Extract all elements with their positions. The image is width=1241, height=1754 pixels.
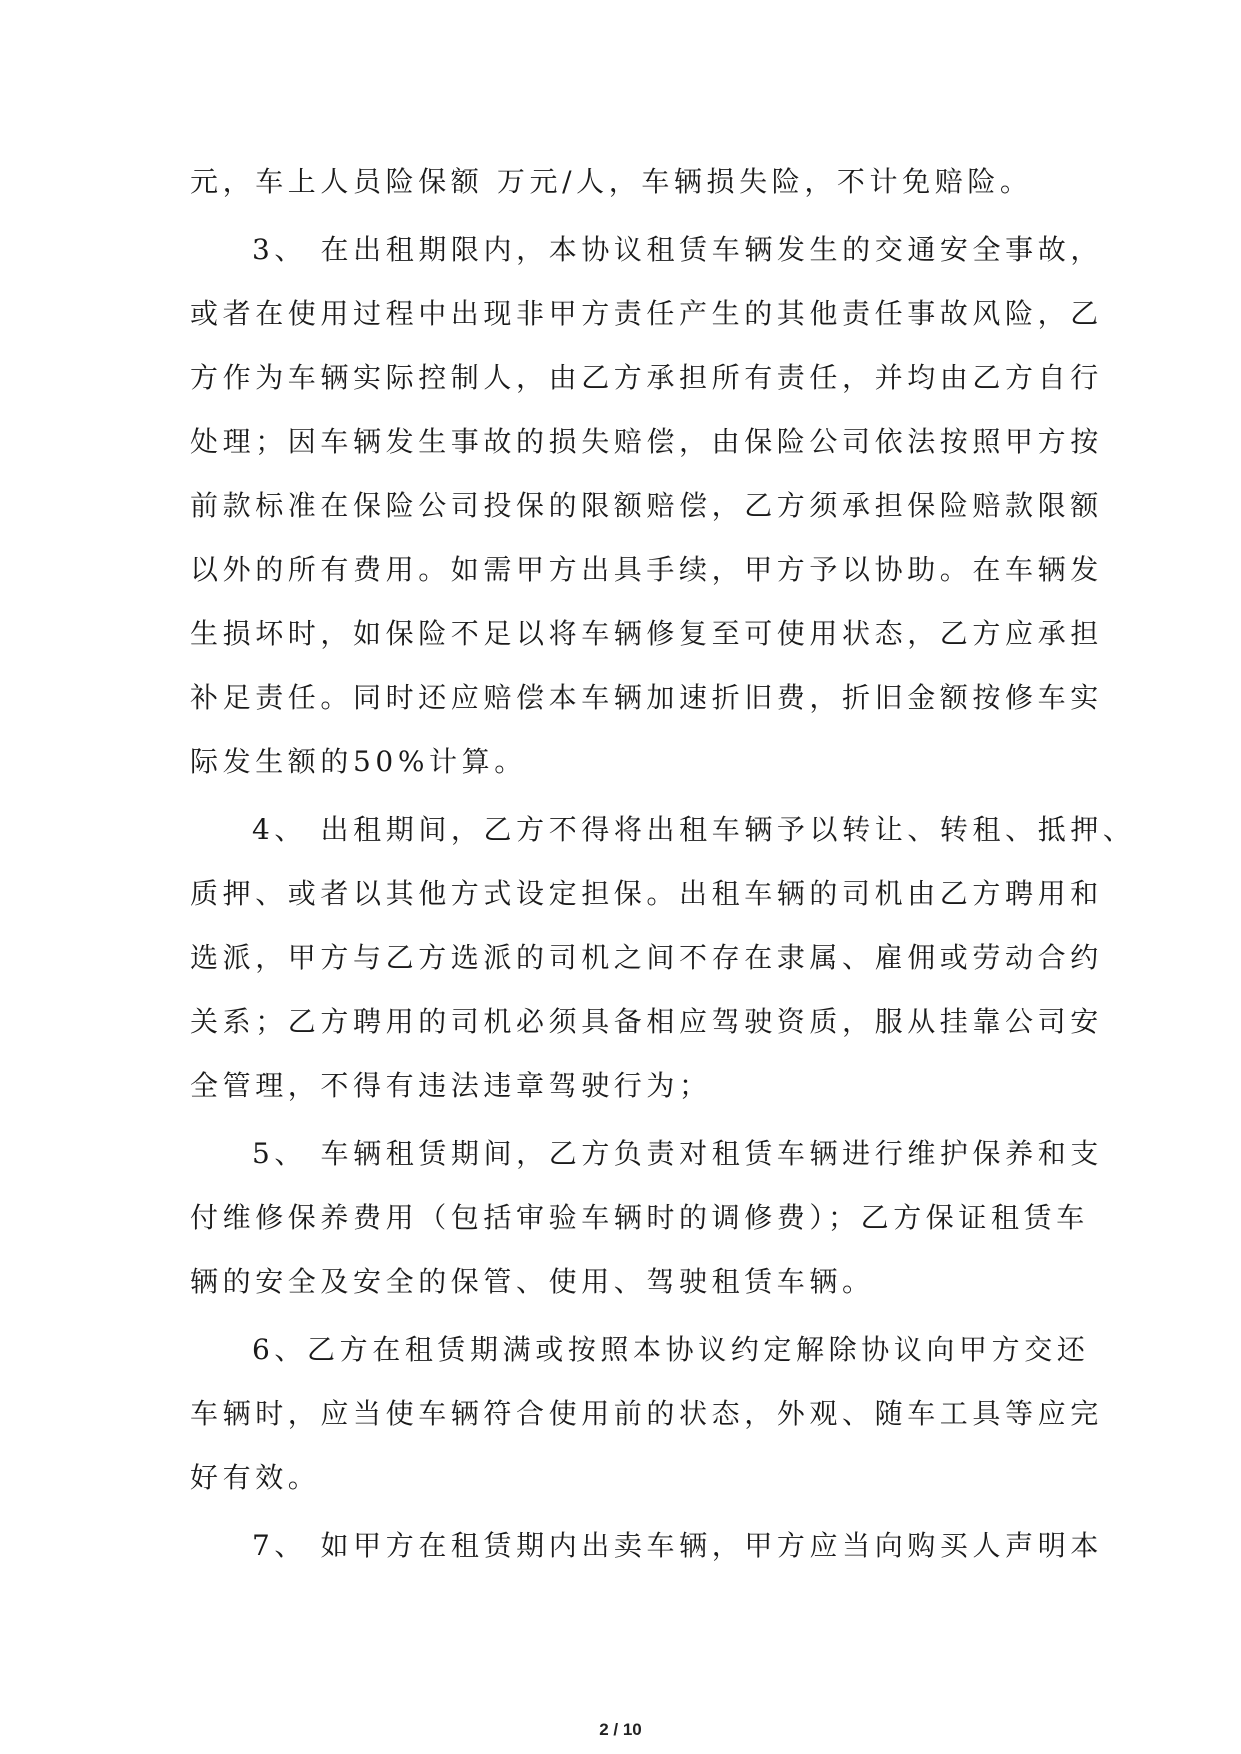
text-line: 以外的所有费用。如需甲方出具手续，甲方予以协助。在车辆发 [190,553,1103,586]
text-line: 元，车上人员险保额 万元/人，车辆损失险，不计免赔险。 [190,165,1033,198]
text-line: 5、 车辆租赁期间，乙方负责对租赁车辆进行维护保养和支 [252,1137,1103,1170]
text-line: 质押、或者以其他方式设定担保。出租车辆的司机由乙方聘用和 [190,877,1103,910]
text-line: 关系；乙方聘用的司机必须具备相应驾驶资质，服从挂靠公司安 [190,1005,1103,1038]
paragraph-clause-4 [190,798,1136,1118]
paragraph-clause-7 [190,1514,1103,1578]
text-line: 生损坏时，如保险不足以将车辆修复至可使用状态，乙方应承担 [190,617,1103,650]
paragraph-continuation [190,150,1070,214]
text-line: 好有效。 [190,1461,321,1494]
text-line: 辆的安全及安全的保管、使用、驾驶租赁车辆。 [190,1265,875,1298]
text-line: 6、乙方在租赁期满或按照本协议约定解除协议向甲方交还 [252,1333,1090,1366]
text-line: 付维修保养费用（包括审验车辆时的调修费）；乙方保证租赁车 [190,1201,1089,1234]
text-line: 3、 在出租期限内，本协议租赁车辆发生的交通安全事故， [252,233,1103,266]
text-line: 处理；因车辆发生事故的损失赔偿，由保险公司依法按照甲方按 [190,425,1103,458]
text-line: 车辆时，应当使车辆符合使用前的状态，外观、随车工具等应完 [190,1397,1103,1430]
text-line: 方作为车辆实际控制人，由乙方承担所有责任，并均由乙方自行 [190,361,1103,394]
text-line: 际发生额的50%计算。 [190,745,527,778]
paragraph-clause-5 [190,1122,1103,1314]
text-line: 全管理，不得有违法违章驾驶行为； [190,1069,712,1102]
text-line: 补足责任。同时还应赔偿本车辆加速折旧费，折旧金额按修车实 [190,681,1103,714]
document-body [190,150,1136,1578]
text-line: 选派，甲方与乙方选派的司机之间不存在隶属、雇佣或劳动合约 [190,941,1103,974]
page-number: 2 / 10 [599,1720,642,1739]
text-line: 7、 如甲方在租赁期内出卖车辆，甲方应当向购买人声明本 [252,1529,1103,1562]
text-line: 4、 出租期间，乙方不得将出租车辆予以转让、转租、抵押、 [252,813,1136,846]
paragraph-clause-3 [190,218,1103,794]
text-line: 前款标准在保险公司投保的限额赔偿，乙方须承担保险赔款限额 [190,489,1103,522]
paragraph-clause-6 [190,1318,1103,1510]
text-line: 或者在使用过程中出现非甲方责任产生的其他责任事故风险，乙 [190,297,1103,330]
